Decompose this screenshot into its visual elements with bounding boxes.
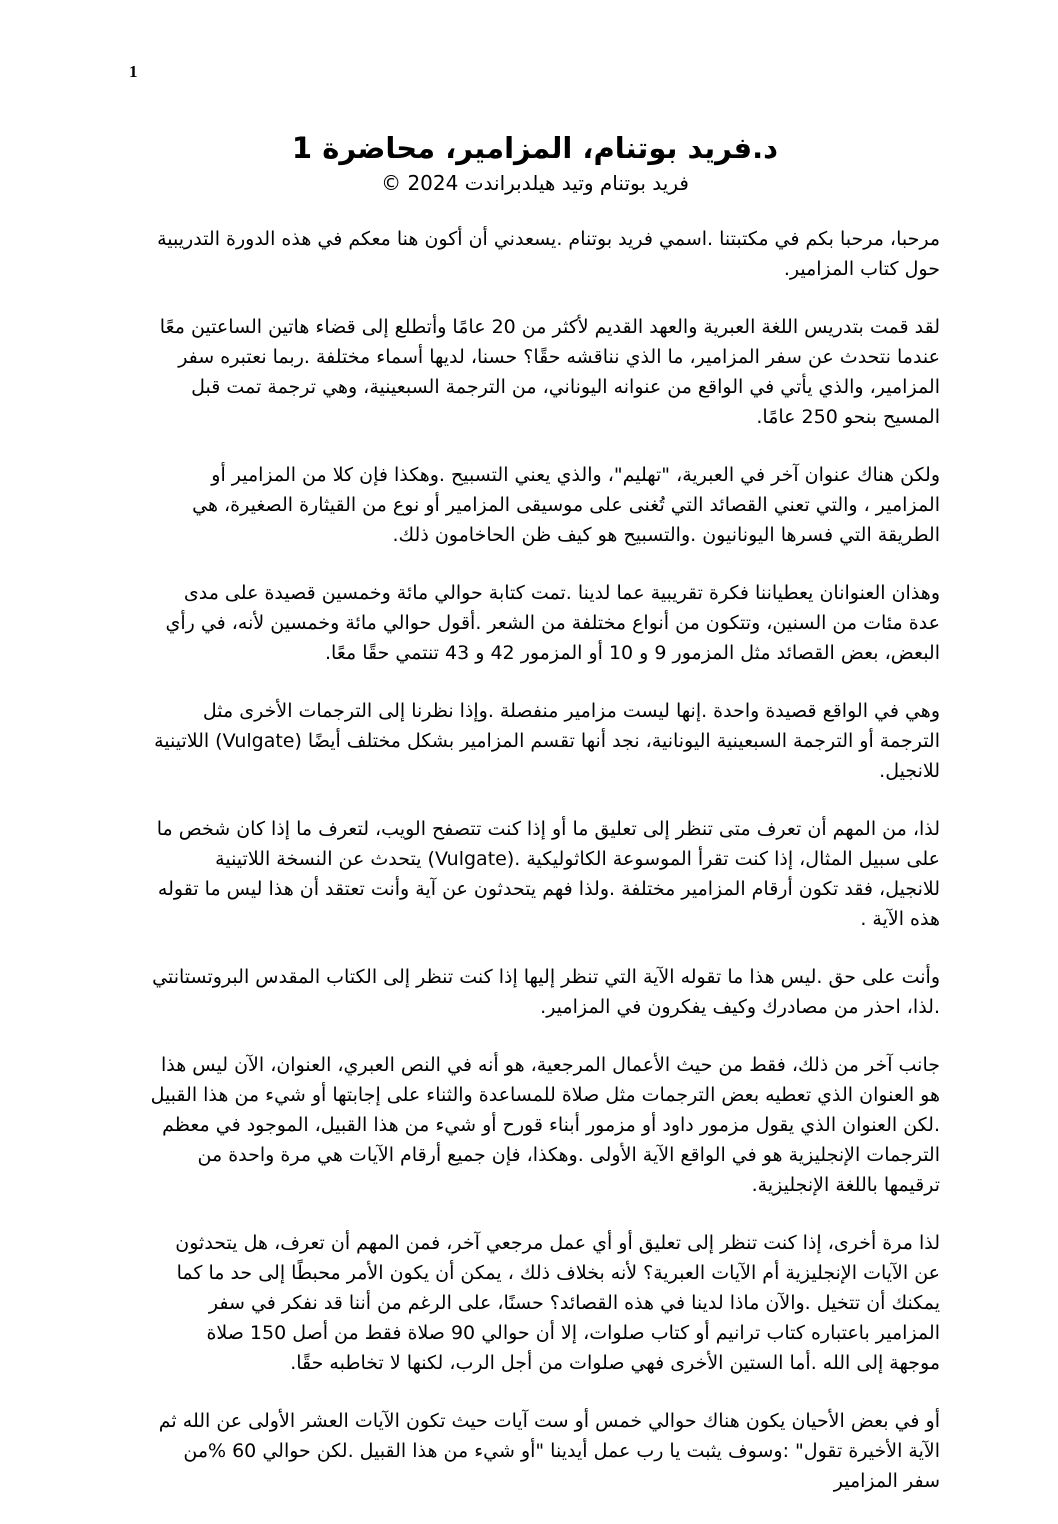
paragraph: مرحبا، مرحبا بكم في مكتبتنا .اسمي فريد بوتنام .يسعدني أن أكون هنا معكم في هذه الدورة التدريبية حول كتاب المزامير. <box>157 228 940 280</box>
paragraph: وهي في الواقع قصيدة واحدة .إنها ليست مزامير منفصلة .وإذا نظرنا إلى الترجمات الأخرى مثل الترجمة أو الترجمة السبعينية اليونانية، نجد أنها تقسم المزامير بشكل مختلف أيضًا (Vulgate) اللاتينية للانجيل. <box>154 700 940 782</box>
document-header <box>150 128 920 198</box>
paragraph: ولكن هناك عنوان آخر في العبرية، "تهليم"، والذي يعني التسبيح .وهكذا فإن كلا من المزامير أو المزامير ، والتي تعني القصائد التي تُغنى على موسيقى المزامير أو نوع من القيثارة الصغيرة، هي الطريقة التي فسرها اليونانيون .والتسبيح هو كيف ظن الحاخامون ذلك. <box>192 464 940 546</box>
document-title: د.فريد بوتنام، المزامير، محاضرة 1 <box>291 131 779 165</box>
document-subtitle: فريد بوتنام وتيد هيلدبراندت 2024 © <box>381 171 689 195</box>
paragraph: جانب آخر من ذلك، فقط من حيث الأعمال المرجعية، هو أنه في النص العبري، العنوان، الآن ليس هذا هو العنوان الذي تعطيه بعض الترجمات مثل صلاة للمساعدة والثناء على إجابتها أو شيء من هذا القبيل .لكن العنوان الذي يقول مزمور داود أو مزمور أبناء قورح أو شيء من هذا القبيل، الموجود في معظم الترجمات الإنجليزية هو في الواقع الآية الأولى .وهكذا، فإن جميع أرقام الآيات هي مرة واحدة من ترقيمها باللغة الإنجليزية. <box>150 1054 940 1196</box>
paragraph: لذا مرة أخرى، إذا كنت تنظر إلى تعليق أو أي عمل مرجعي آخر، فمن المهم أن تعرف، هل يتحدثون عن الآيات الإنجليزية أم الآيات العبرية؟ لأنه بخلاف ذلك ، يمكن أن يكون الأمر محبطًا إلى حد ما كما يمكنك أن تتخيل .والآن ماذا لدينا في هذه القصائد؟ حسنًا، على الرغم من أننا قد نفكر في سفر المزامير باعتباره كتاب ترانيم أو كتاب صلوات، إلا أن حوالي 90 صلاة فقط من أصل 150 صلاة موجهة إلى الله .أما الستين الأخرى فهي صلوات من أجل الرب، لكنها لا تخاطبه حقًا. <box>175 1232 940 1374</box>
paragraph: أو في بعض الأحيان يكون هناك حوالي خمس أو ست آيات حيث تكون الآيات العشر الأولى عن الله ثم الآية الأخيرة تقول" :وسوف يثبت يا رب عمل أيدينا "أو شيء من هذا القبيل .لكن حوالي 60 %من سفر المزامير <box>158 1410 940 1492</box>
paragraph: لقد قمت بتدريس اللغة العبرية والعهد القديم لأكثر من 20 عامًا وأتطلع إلى قضاء هاتين الساعتين معًا عندما نتحدث عن سفر المزامير، ما الذي نناقشه حقًا؟ حسنا، لديها أسماء مختلفة .ربما نعتبره سفر المزامير، والذي يأتي في الواقع من عنوانه اليوناني، من الترجمة السبعينية، وهي ترجمة تمت قبل المسيح بنحو 250 عامًا. <box>159 316 940 428</box>
document-body <box>150 224 940 1524</box>
paragraph: لذا، من المهم أن تعرف متى تنظر إلى تعليق ما أو إذا كنت تتصفح الويب، لتعرف ما إذا كان شخص ما على سبيل المثال، إذا كنت تقرأ الموسوعة الكاثوليكية .(Vulgate) يتحدث عن النسخة اللاتينية للانجيل، فقد تكون أرقام المزامير مختلفة .ولذا فهم يتحدثون عن آية وأنت تعتقد أن هذا ليس ما تقوله هذه الآية . <box>156 818 940 930</box>
paragraph: وهذان العنوانان يعطياننا فكرة تقريبية عما لدينا .تمت كتابة حوالي مائة وخمسين قصيدة على مدى عدة مئات من السنين، وتتكون من أنواع مختلفة من الشعر .أقول حوالي مائة وخمسين لأنه، في رأي البعض، بعض القصائد مثل المزمور 9 و 10 أو المزمور 42 و 43 تنتمي حقًا معًا. <box>165 582 940 664</box>
paragraph: وأنت على حق .ليس هذا ما تقوله الآية التي تنظر إليها إذا كنت تنظر إلى الكتاب المقدس البروتستانتي .لذا، احذر من مصادرك وكيف يفكرون في المزامير. <box>152 966 940 1018</box>
page-number: 1 <box>129 62 138 81</box>
